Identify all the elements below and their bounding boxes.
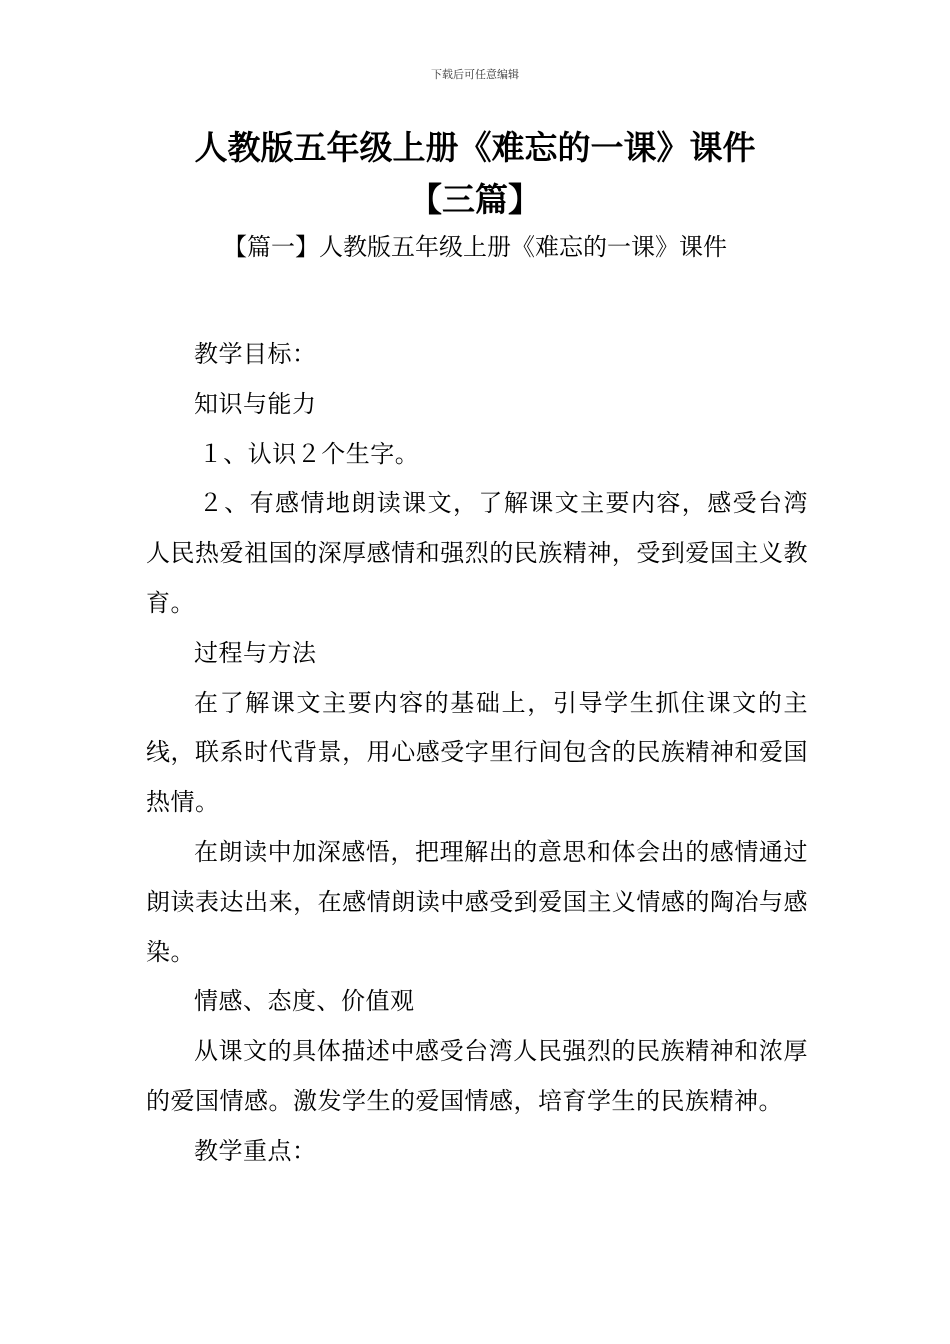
- paragraph-teaching-goals: 教学目标：: [194, 340, 317, 368]
- paragraph-teaching-focus: 教学重点：: [194, 1136, 317, 1165]
- paragraph-knowledge-ability: 知识与能力: [194, 389, 317, 418]
- document-body: [146, 330, 808, 1177]
- document-title-suffix: 【三篇】: [409, 180, 541, 219]
- document-title: 人教版五年级上册《难忘的一课》课件: [194, 128, 756, 167]
- paragraph-item-2: ２、有感情地朗读课文，了解课文主要内容，感受台湾人民热爱祖国的深厚感情和强烈的民族精神，受到爱国主义教育。: [146, 489, 808, 617]
- paragraph-reading: 在朗读中加深感悟，把理解出的意思和体会出的感情通过朗读表达出来，在感情朗读中感受到爱国主义情感的陶冶与感染。: [146, 837, 808, 966]
- section-subtitle: 【篇一】人教版五年级上册《难忘的一课》课件: [223, 233, 727, 261]
- header-note: 下载后可任意编辑: [431, 68, 519, 81]
- paragraph-main-line: 在了解课文主要内容的基础上，引导学生抓住课文的主线，联系时代背景，用心感受字里行间包含的民族精神和爱国热情。: [146, 688, 808, 817]
- paragraph-process-method: 过程与方法: [194, 638, 317, 667]
- paragraph-item-1: １、认识２个生字。: [198, 439, 420, 468]
- paragraph-description: 从课文的具体描述中感受台湾人民强烈的民族精神和浓厚的爱国情感。激发学生的爱国情感，培育学生的民族精神。: [146, 1037, 808, 1115]
- paragraph-emotion-attitude: 情感、态度、价值观: [194, 987, 415, 1016]
